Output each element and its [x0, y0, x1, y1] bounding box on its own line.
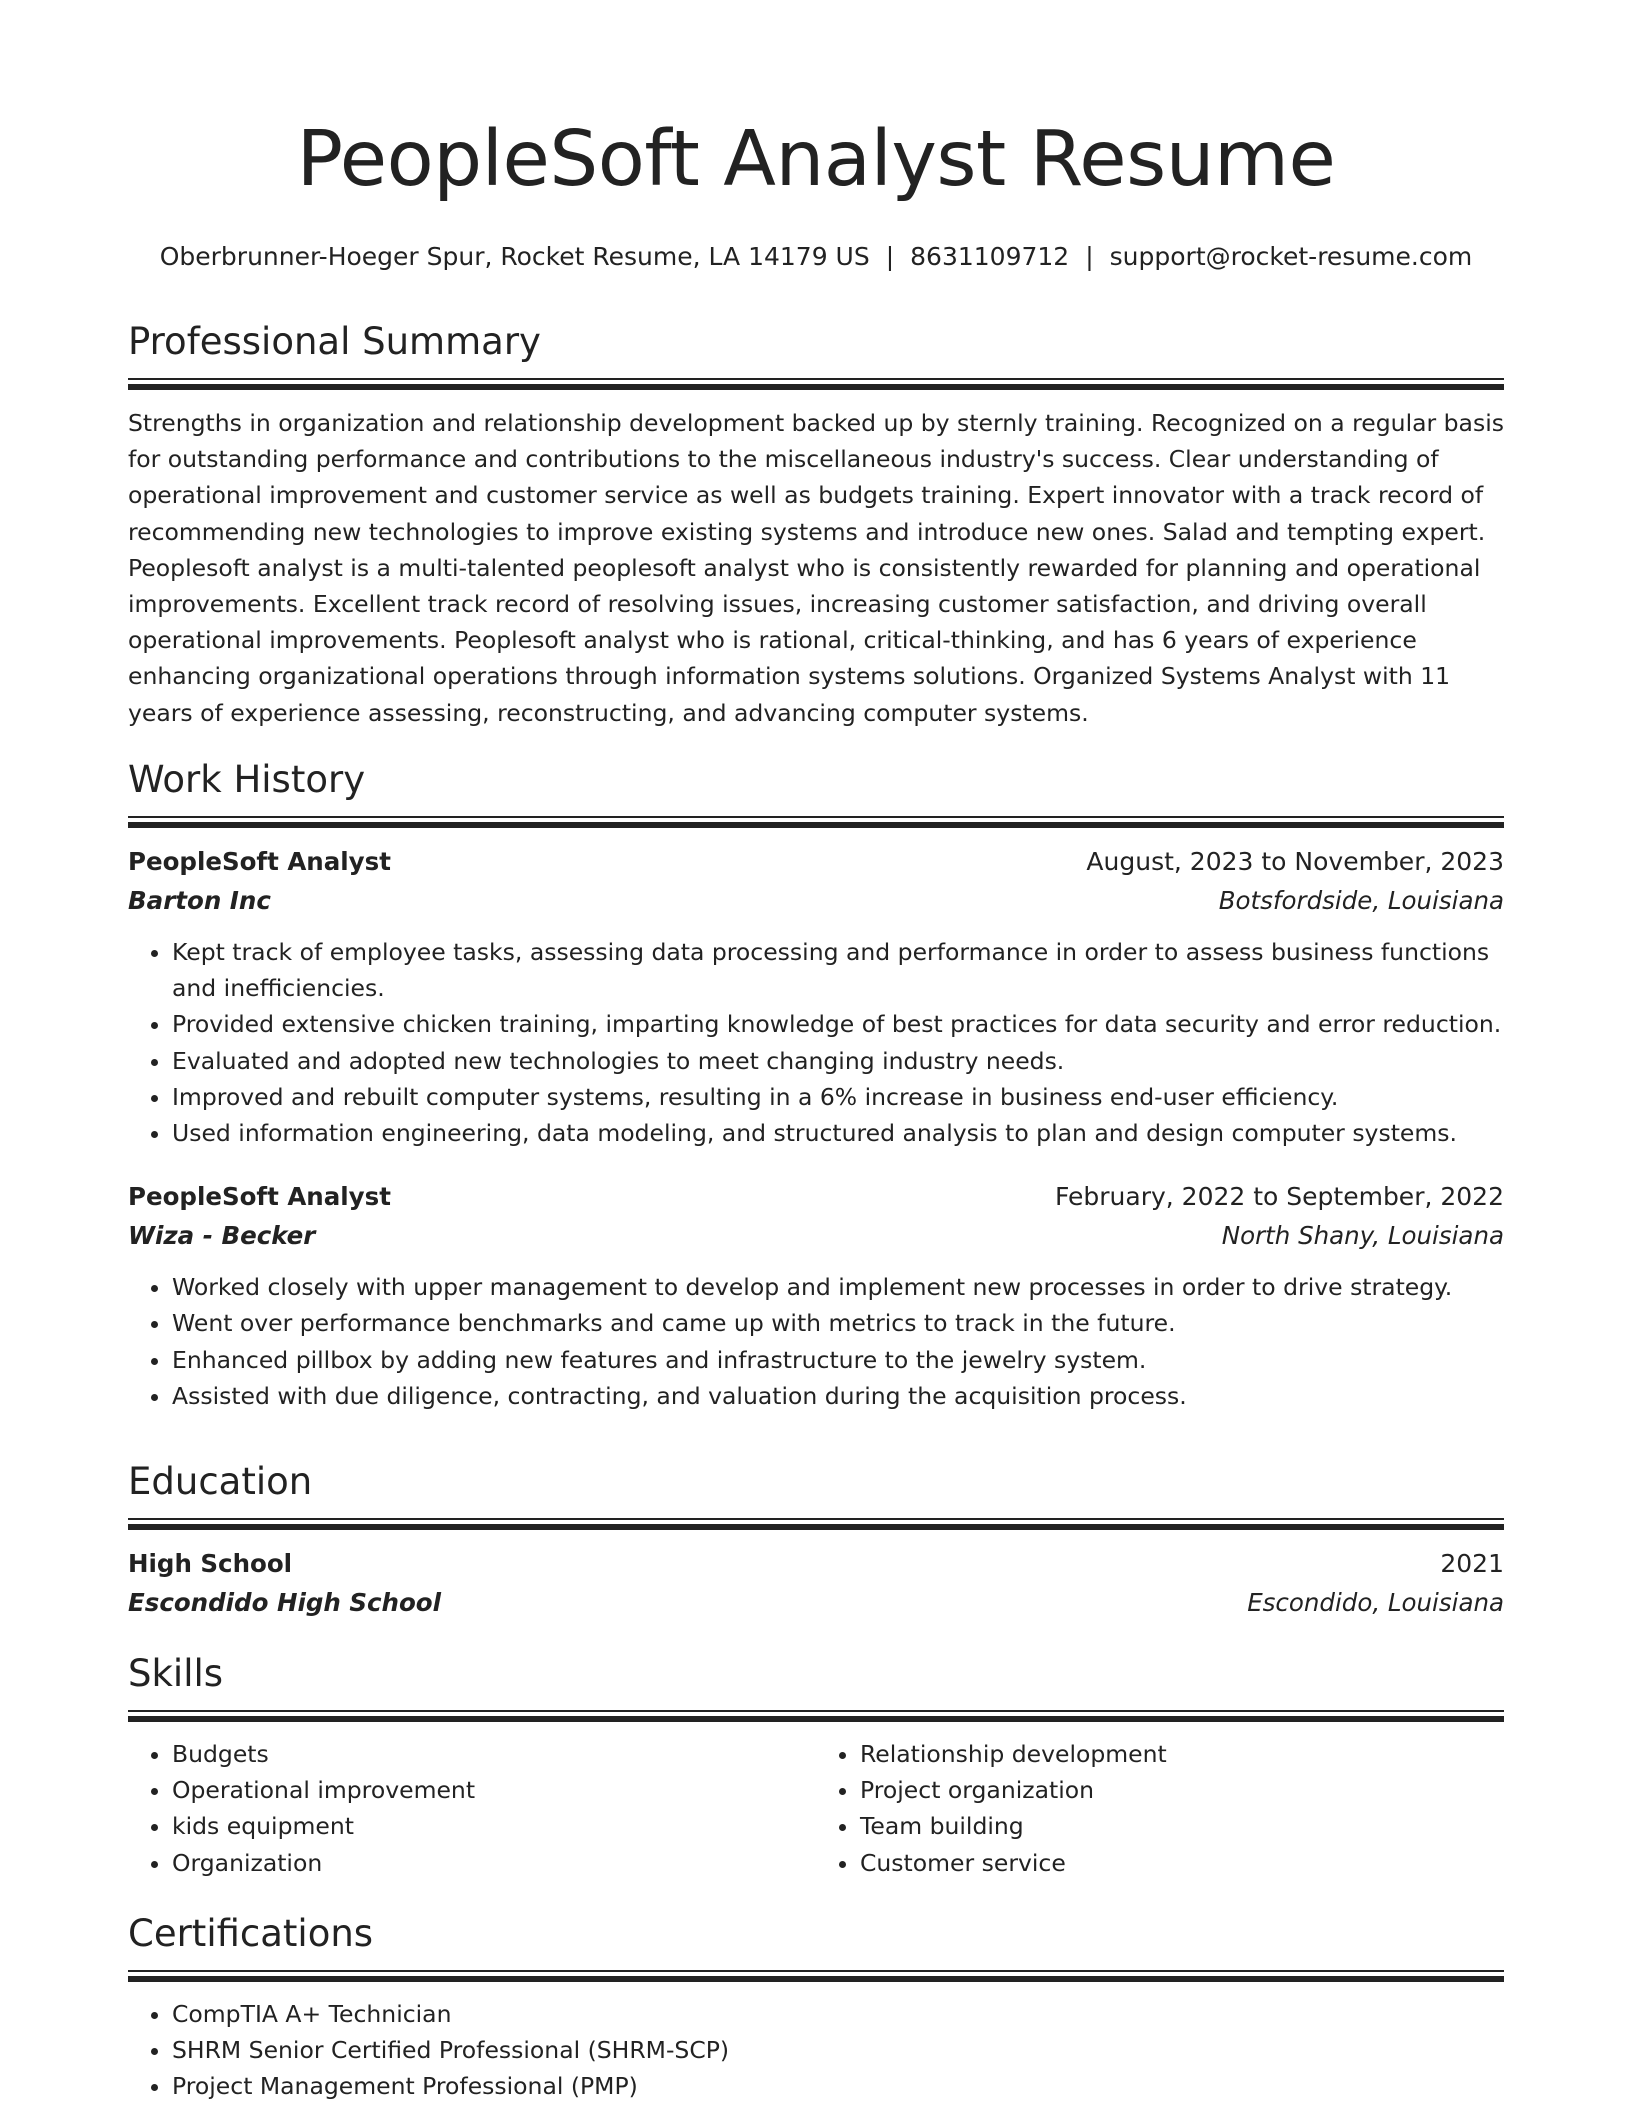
summary-text: Strengths in organization and relationship development backed up by sternly training. Recognized on a regular basis for outstanding performance and contributions to the miscellaneous industry's success. Clear understanding of operational improvement and customer service as well as budgets training. Expert innovator with a track record of recommending new technologies to improve existing systems and introduce new ones. Salad and tempting expert. Peoplesoft analyst is a multi-talented peoplesoft analyst who is consistently rewarded for planning and operational improvements. Excellent track record of resolving issues, increasing customer satisfaction, and driving overall operational improvements. Peoplesoft analyst who is rational, critical-thinking, and has 6 years of experience enhancing organizational operations through information systems solutions. Organized Systems Analyst with 11 years of experience assessing, reconstructing, and advancing computer systems. — [128, 409, 1504, 727]
list-item: • Team building — [860, 1808, 1504, 1844]
job-entry — [128, 842, 1504, 1151]
list-item: • Budgets — [172, 1736, 816, 1772]
list-item: • Enhanced pillbox by adding new features and infrastructure to the jewelry system. — [172, 1342, 1504, 1378]
job-company: Barton Inc — [128, 886, 271, 915]
skills-section — [128, 1650, 1504, 1881]
job-location: Botsfordside, Louisiana — [1218, 886, 1504, 915]
job-company: Wiza - Becker — [128, 1221, 316, 1251]
section-divider — [128, 1710, 1504, 1722]
section-divider — [128, 1518, 1504, 1530]
certifications-list — [128, 1996, 1504, 2105]
list-item: • Project Management Professional (PMP) — [172, 2068, 1504, 2104]
list-item: • Went over performance benchmarks and came up with metrics to track in the future. — [172, 1305, 1504, 1341]
job-bullets — [128, 934, 1504, 1151]
list-item: • Provided extensive chicken training, imparting knowledge of best practices for data security and error reduction. — [172, 1006, 1504, 1042]
education-section — [128, 1458, 1504, 1622]
list-item: • Customer service — [860, 1845, 1504, 1881]
skills-grid — [128, 1736, 1504, 1881]
job-dates: February, 2022 to September, 2022 — [1055, 1182, 1504, 1212]
education-year: 2021 — [1440, 1549, 1504, 1578]
summary-heading: Professional Summary — [128, 320, 541, 363]
section-divider — [128, 378, 1504, 390]
skills-list-left — [128, 1736, 816, 1881]
list-item: • Assisted with due diligence, contracting, and valuation during the acquisition process. — [172, 1378, 1504, 1414]
skills-list-right — [816, 1736, 1504, 1881]
work-history-section — [128, 756, 1504, 1414]
job-title: PeopleSoft Analyst — [128, 1182, 391, 1212]
list-item: • CompTIA A+ Technician — [172, 1996, 1504, 2032]
education-school: Escondido High School — [128, 1588, 442, 1617]
skills-heading: Skills — [128, 1652, 224, 1695]
education-location: Escondido, Louisiana — [1247, 1588, 1504, 1617]
job-location: North Shany, Louisiana — [1221, 1221, 1504, 1251]
contact-email: support@rocket-resume.com — [1109, 242, 1473, 271]
list-item: • Operational improvement — [172, 1772, 816, 1808]
job-dates: August, 2023 to November, 2023 — [1086, 847, 1504, 876]
contact-separator: | — [885, 242, 895, 271]
work-history-heading: Work History — [128, 758, 366, 801]
contact-address: Oberbrunner-Hoeger Spur, Rocket Resume, LA 14179 US — [159, 242, 870, 271]
contact-separator: | — [1085, 242, 1094, 271]
job-entry — [128, 1177, 1504, 1414]
list-item: • Used information engineering, data modeling, and structured analysis to plan and design computer systems. — [172, 1115, 1504, 1151]
contact-line — [128, 241, 1504, 273]
education-heading: Education — [128, 1460, 313, 1503]
certifications-section — [128, 1910, 1504, 2105]
list-item: • Evaluated and adopted new technologies to meet changing industry needs. — [172, 1043, 1504, 1079]
job-title: PeopleSoft Analyst — [128, 847, 391, 876]
list-item: • kids equipment — [172, 1808, 816, 1844]
list-item: • Improved and rebuilt computer systems, resulting in a 6% increase in business end-user efficiency. — [172, 1079, 1504, 1115]
education-degree: High School — [128, 1549, 293, 1578]
summary-section — [128, 318, 1504, 731]
resume-title: PeopleSoft Analyst Resume — [296, 115, 1336, 204]
job-bullets — [128, 1269, 1504, 1414]
list-item: • SHRM Senior Certified Professional (SHRM-SCP) — [172, 2032, 1504, 2068]
section-divider — [128, 1970, 1504, 1982]
list-item: • Kept track of employee tasks, assessing data processing and performance in order to assess business functions and inefficiencies. — [172, 934, 1504, 1006]
list-item: • Project organization — [860, 1772, 1504, 1808]
list-item: • Worked closely with upper management to develop and implement new processes in order to drive strategy. — [172, 1269, 1504, 1305]
contact-phone: 8631109712 — [910, 242, 1070, 271]
list-item: • Organization — [172, 1845, 816, 1881]
education-entry — [128, 1544, 1504, 1622]
certifications-heading: Certifications — [128, 1912, 374, 1955]
section-divider — [128, 816, 1504, 828]
list-item: • Relationship development — [860, 1736, 1504, 1772]
